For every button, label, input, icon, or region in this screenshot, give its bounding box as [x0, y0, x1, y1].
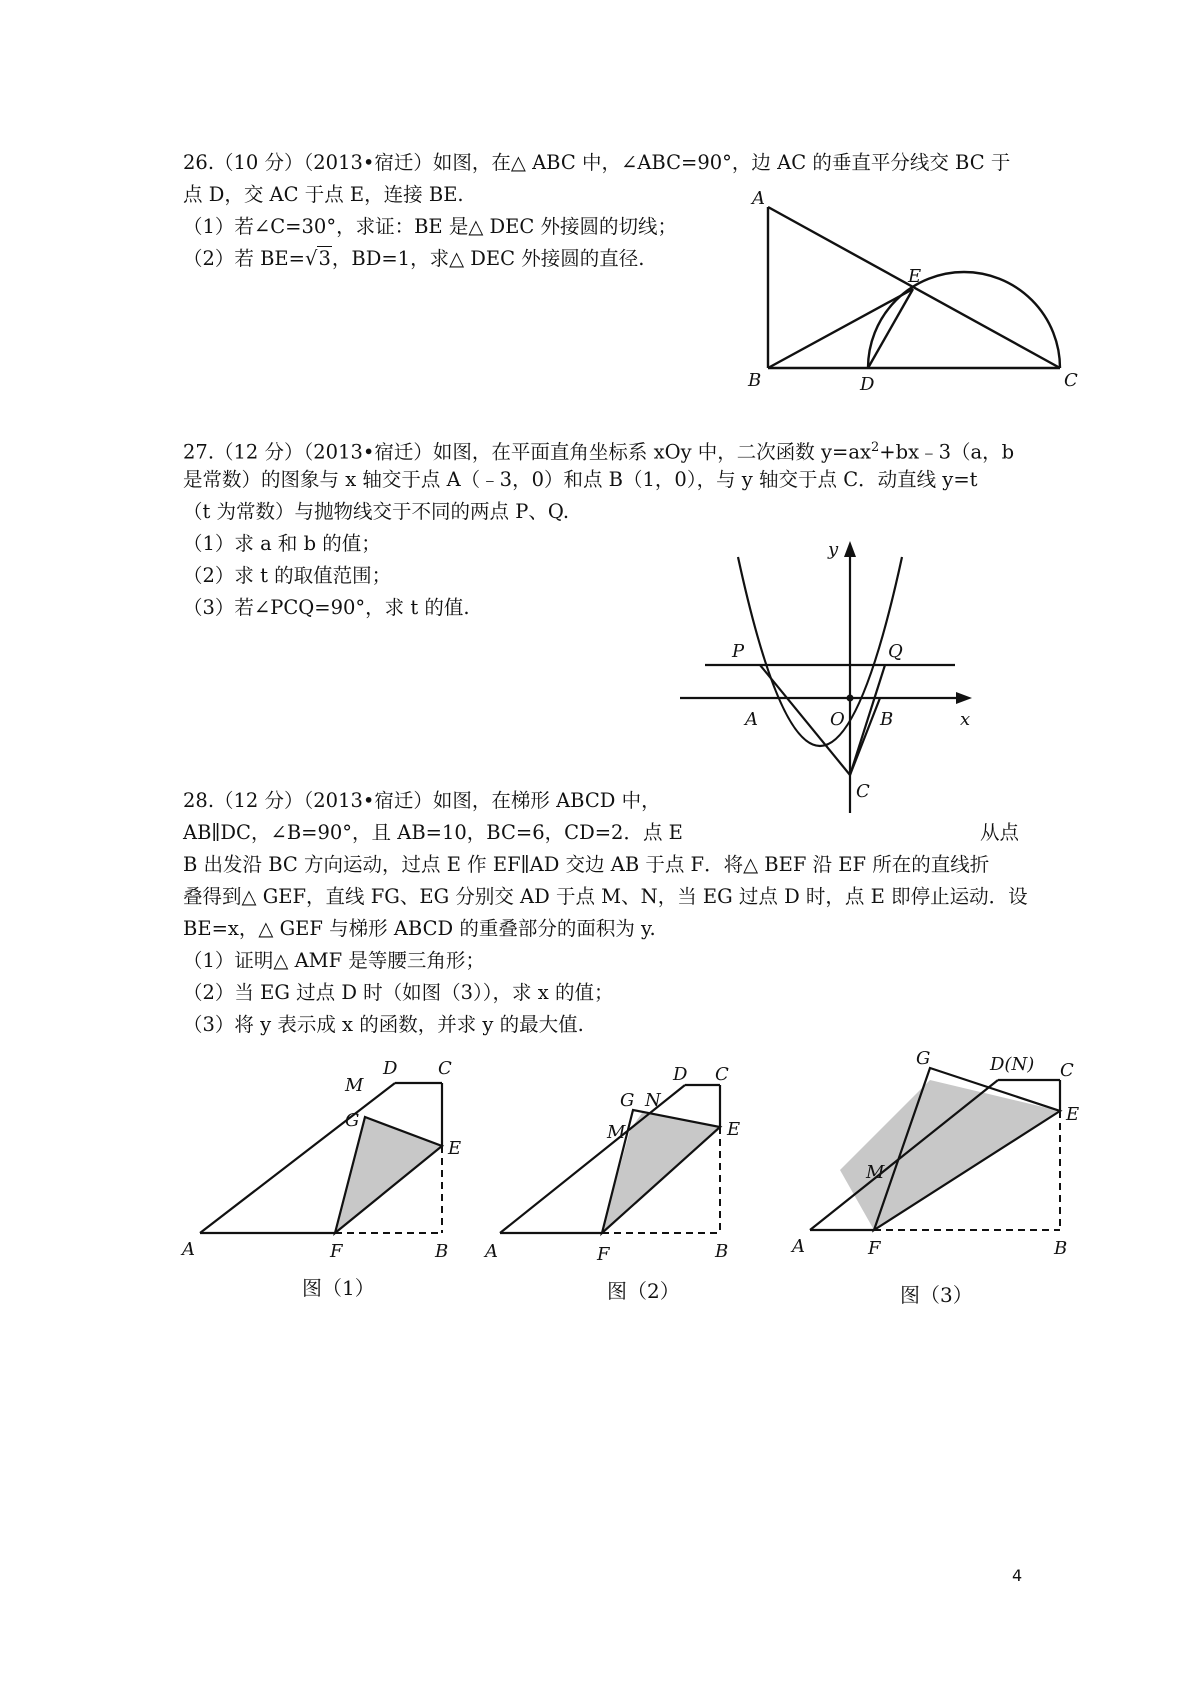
fig2-label-a: A — [485, 1241, 498, 1262]
fig2-label-e: E — [727, 1119, 741, 1140]
semicircle-arc — [868, 272, 1060, 368]
q27-line-4: （1）求 a 和 b 的值； — [183, 532, 381, 555]
q28-line-8: （3）将 y 表示成 x 的函数，并求 y 的最大值. — [183, 1013, 584, 1036]
q27-line-5: （2）求 t 的取值范围； — [183, 564, 392, 587]
fig3-label-c: C — [1060, 1060, 1074, 1081]
q26-line-1: 26.（10 分）（2013•宿迁）如图，在△ ABC 中，∠ABC=90°，边 AC 的垂直平分线交 BC 于 — [183, 151, 1011, 174]
fig1-label-a: A — [182, 1239, 195, 1260]
q26-label-b: B — [748, 370, 762, 391]
q27-label-a: A — [745, 709, 758, 730]
q28-line-5: BE=x，△ GEF 与梯形 ABCD 的重叠部分的面积为 y. — [183, 917, 656, 940]
fig1-label-m: M — [345, 1075, 364, 1096]
q26-line-4-post: ，BD=1，求△ DEC 外接圆的直径. — [331, 247, 645, 270]
fig3-label-dn: D(N) — [990, 1054, 1035, 1075]
overlap-region — [840, 1080, 1060, 1230]
q26-line-2: 点 D，交 AC 于点 E，连接 BE. — [183, 183, 464, 206]
fig1-label-d: D — [383, 1058, 398, 1079]
q27-line-3: （t 为常数）与抛物线交于不同的两点 P、Q. — [183, 500, 570, 523]
q28-figure-1 — [180, 1050, 480, 1300]
sqrt-radicand: 3 — [318, 247, 331, 270]
q27-line-1-pre: 27.（12 分）（2013•宿迁）如图，在平面直角坐标系 xOy 中，二次函数 y=ax — [183, 440, 871, 464]
q28-line-2 — [183, 817, 1023, 849]
fig3-label-b: B — [1054, 1238, 1068, 1259]
fig2-label-g: G — [620, 1090, 635, 1111]
x-axis-arrow-icon — [956, 692, 972, 704]
q26-label-a: A — [752, 188, 765, 209]
q28-line-6: （1）证明△ AMF 是等腰三角形； — [183, 949, 485, 972]
q28-line-7: （2）当 EG 过点 D 时（如图（3）），求 x 的值； — [183, 981, 614, 1004]
origin-point — [847, 695, 854, 702]
fig2-caption: 图（2） — [607, 1279, 680, 1303]
q27-exponent: 2 — [870, 440, 880, 455]
q27-line-6: （3）若∠PCQ=90°，求 t 的值. — [183, 596, 470, 619]
q28-line-4: 叠得到△ GEF，直线 FG、EG 分别交 AD 于点 M、N，当 EG 过点 D 时，点 E 即停止运动．设 — [183, 885, 1028, 908]
page-number: 4 — [1012, 1566, 1023, 1585]
q26-figure — [730, 190, 1090, 400]
fig3-caption: 图（3） — [900, 1283, 973, 1307]
q28-figure-3 — [790, 1040, 1110, 1305]
fig3-label-m: M — [866, 1162, 885, 1183]
q26-label-d: D — [860, 374, 875, 395]
fig1-caption: 图（1） — [302, 1276, 375, 1300]
fig2-label-d: D — [673, 1064, 688, 1085]
q27-label-q: Q — [888, 641, 903, 662]
fig2-label-m: M — [607, 1122, 626, 1143]
q27-label-y: y — [828, 539, 839, 560]
q28-figure-2 — [485, 1050, 785, 1303]
fig3-label-f: F — [868, 1238, 881, 1259]
q28-line-2-pre: AB∥DC，∠B=90°，且 AB=10，BC=6，CD=2．点 E — [183, 821, 683, 844]
fig1-label-f: F — [330, 1241, 343, 1262]
fig3-label-g: G — [916, 1048, 931, 1069]
parabola — [738, 557, 902, 746]
y-axis-arrow-icon — [844, 541, 856, 557]
fig1-label-c: C — [438, 1058, 452, 1079]
q26-line-4-pre: （2）若 BE= — [183, 247, 306, 270]
q28-line-1: 28.（12 分）（2013•宿迁）如图，在梯形 ABCD 中， — [183, 789, 661, 812]
q27-label-c: C — [856, 781, 870, 802]
fig3-label-e: E — [1066, 1104, 1080, 1125]
fig1-label-e: E — [448, 1138, 462, 1159]
q27-line-1-post: +bx﹣3（a，b — [879, 440, 1015, 464]
sqrt-symbol: √3 — [305, 247, 331, 270]
q27-label-b: B — [880, 709, 894, 730]
q26-line-4 — [183, 243, 644, 275]
fig2-label-f: F — [597, 1244, 610, 1265]
q27-label-x: x — [960, 709, 971, 730]
q27-figure — [670, 535, 990, 830]
q27-line-2: 是常数）的图象与 x 轴交于点 A（﹣3，0）和点 B（1，0），与 y 轴交于点 C．动直线 y=t — [183, 468, 978, 491]
fig1-label-b: B — [435, 1241, 449, 1262]
fig2-label-c: C — [715, 1064, 729, 1085]
segment-bc — [850, 698, 880, 775]
fig1-label-g: G — [345, 1110, 360, 1131]
q27-label-o: O — [830, 709, 845, 730]
fig2-label-n: N — [645, 1090, 661, 1111]
q26-label-e: E — [908, 266, 922, 287]
fig3-label-a: A — [792, 1236, 805, 1257]
q26-line-3: （1）若∠C=30°，求证：BE 是△ DEC 外接圆的切线； — [183, 215, 678, 238]
q28-line-3: B 出发沿 BC 方向运动，过点 E 作 EF∥AD 交边 AB 于点 F．将△ BEF 沿 EF 所在的直线折 — [183, 853, 990, 876]
fig2-label-b: B — [715, 1241, 729, 1262]
q28-line-2-post: 从点 — [980, 821, 1020, 844]
q26-label-c: C — [1064, 370, 1078, 391]
q27-label-p: P — [732, 641, 745, 662]
